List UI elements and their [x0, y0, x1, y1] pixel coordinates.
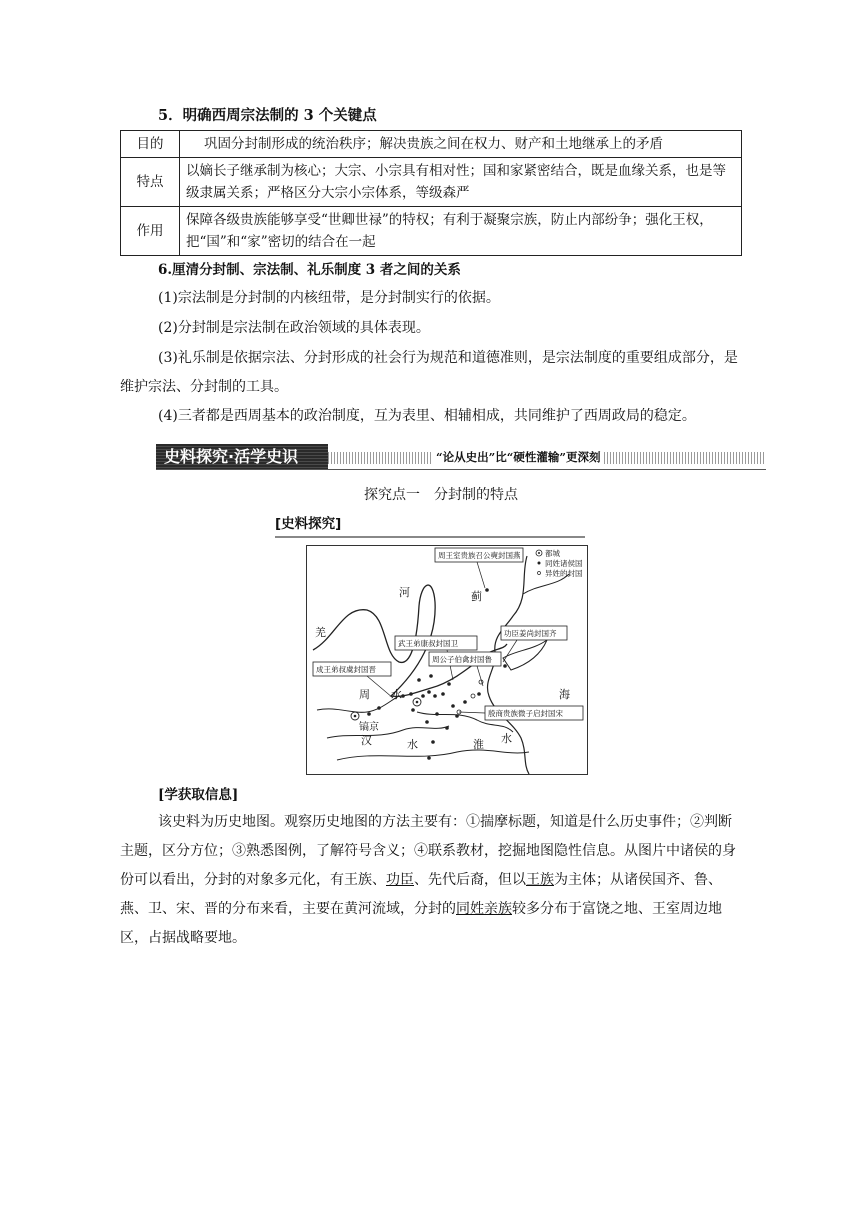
place-shui-2: 水: [407, 738, 418, 751]
place-ji: 蓟: [471, 590, 482, 603]
tag-divider: [275, 536, 585, 538]
place-hai: 海: [559, 688, 570, 701]
zongfa-key-points-table: [120, 130, 742, 256]
shandong-peninsula: [503, 640, 547, 670]
callout-lu: [429, 652, 501, 686]
section-6-heading: 6.厘清分封制、宗法制、礼乐制度 3 者之间的关系: [158, 262, 461, 278]
capital-chengzhou: [413, 698, 421, 706]
place-haojing: 镐京: [359, 722, 379, 733]
place-huai: 淮: [473, 738, 484, 751]
section-banner: [156, 444, 766, 470]
place-han: 汉: [361, 734, 372, 747]
underlined-gongchen: 功臣: [386, 872, 414, 888]
relation-point-3: (3)礼乐制是依据宗法、分封形成的社会行为规范和道德准则，是宗法制度的重要组成部分，是维护宗法、分封制的工具。: [120, 350, 738, 395]
svg-text:武王弟康叔封国卫: 武王弟康叔封国卫: [398, 639, 458, 648]
yangtze-river: [337, 750, 529, 760]
svg-text:周王室贵族召公奭封国燕: 周王室贵族召公奭封国燕: [438, 551, 521, 560]
svg-text:周公子伯禽封国鲁: 周公子伯禽封国鲁: [432, 655, 492, 664]
relation-point-4: (4)三者都是西周基本的政治制度，互为表里、相辅相成，共同维护了西周政局的稳定。: [158, 408, 696, 424]
banner-title: 史料探究·活学史识: [156, 444, 328, 470]
western-zhou-enfeoffment-map: [306, 545, 588, 775]
legend-same-surname: 同姓诸侯国: [545, 559, 583, 568]
row-text-features: 以嫡长子继承制为核心；大宗、小宗具有相对性；国和家紧密结合，既是血缘关系，也是等级隶属关系；严格区分大宗小宗体系，等级森严: [180, 158, 742, 207]
wei-river: [317, 696, 399, 712]
table-row: [121, 158, 742, 207]
banner-underline: [156, 469, 766, 470]
map-svg: [307, 546, 587, 774]
info-paragraph-text: 该史料为历史地图。观察历史地图的方法主要有：①揣摩标题，知道是什么历史事件；②判断主题，区分方位；③熟悉图例，了解符号含义；④联系教材，挖掘地图隐性信息。从图片中诸侯的身份可以看出，分封的对象多元化，有王族、功臣、先代后裔，但以王族为主体；从诸侯国齐、鲁、燕、卫、宋、晋的分布来看，主要在黄河流域，分封的同姓亲族较多分布于富饶之地、王室周边地区，占据战略要地。: [120, 814, 736, 946]
relation-point-2: (2)分封制是宗法制在政治领域的具体表现。: [158, 320, 430, 336]
place-zhou: 周: [359, 688, 370, 701]
legend-different-surname: 异姓的封国: [545, 569, 583, 578]
svg-text:功臣姜尚封国齐: 功臣姜尚封国齐: [504, 629, 557, 638]
place-he: 河: [399, 586, 410, 599]
han-river: [327, 726, 449, 738]
source-material-tag: [275, 512, 357, 534]
underlined-tongxing: 同姓亲族: [456, 901, 512, 917]
relation-point-1: (1)宗法制是分封制的内核纽带，是分封制实行的依据。: [158, 290, 500, 306]
callout-jin: [313, 662, 393, 698]
row-label-purpose: 目的: [121, 131, 180, 158]
banner-note: “论从史出”比“硬性灌输”更深刻: [432, 448, 604, 466]
info-heading: [学获取信息]: [158, 787, 239, 803]
fief-hollow: [457, 680, 483, 714]
svg-text:殷商贵族微子启封国宋: 殷商贵族微子启封国宋: [488, 709, 563, 718]
explore-point-title: 探究点一 分封制的特点: [364, 487, 518, 503]
place-shui-1: 水: [391, 688, 402, 701]
row-text-purpose: 巩固分封制形成的统治秩序；解决贵族之间在权力、财产和土地继承上的矛盾: [180, 131, 742, 158]
callout-song: [459, 706, 583, 720]
table-row: [121, 207, 742, 256]
svg-text:成王弟叔虞封国晋: 成王弟叔虞封国晋: [316, 665, 376, 674]
legend-capital: 都城: [545, 549, 560, 558]
underlined-wangzu: 王族: [526, 872, 554, 888]
callout-qi: [501, 626, 567, 662]
section-5-heading: 5．明确西周宗法制的 3 个关键点: [158, 107, 377, 124]
place-shui-3: 水: [501, 732, 512, 745]
source-material-tag-label: [史料探究]: [275, 516, 342, 532]
row-label-features: 特点: [121, 158, 180, 207]
table-row: [121, 131, 742, 158]
info-paragraph: [120, 808, 742, 953]
callout-yan: [435, 548, 523, 588]
row-label-function: 作用: [121, 207, 180, 256]
place-qiang: 羌: [315, 626, 326, 639]
map-legend: [536, 548, 583, 578]
row-text-function: 保障各级贵族能够享受“世卿世禄”的特权；有利于凝聚宗族，防止内部纷争；强化王权，把“国”和“家”密切的结合在一起: [180, 207, 742, 256]
capital-haojing: [351, 712, 359, 720]
